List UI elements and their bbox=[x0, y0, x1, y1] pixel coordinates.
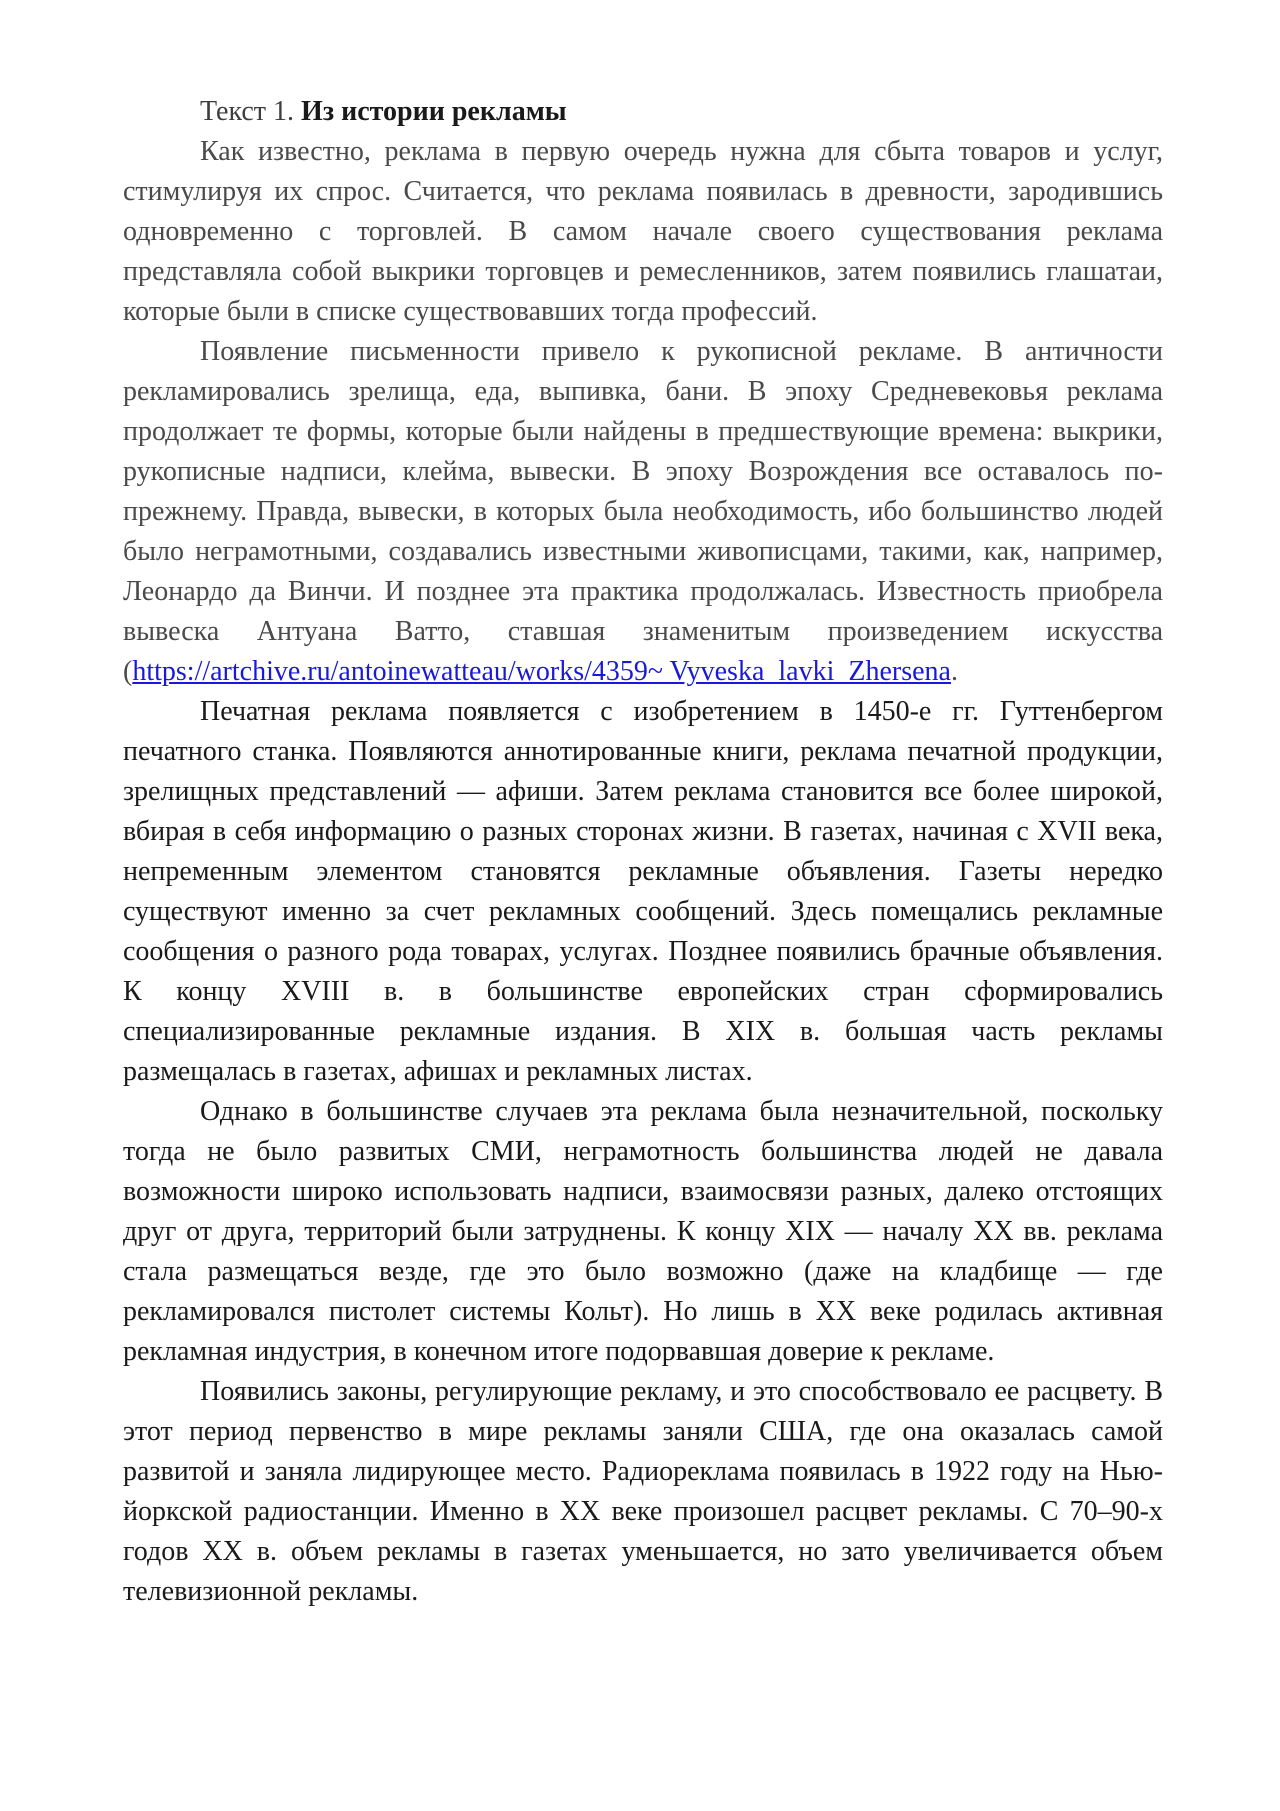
link-after: . bbox=[950, 656, 958, 687]
paragraph-4: Однако в большинстве случаев эта реклама была незначительной, поскольку тогда не было развитых СМИ, неграмотность большинства людей не давала возможности широко использовать надписи, взаимосвязи разных, далеко отстоящих друг от друга, территорий были затруднены. К концу XIX — началу XX вв. реклама стала размещаться везде, где это было возможно (даже на кладбище — где рекламировался пистолет системы Кольт). Но лишь в XX веке родилась активная рекламная индустрия, в конечном итоге подорвавшая доверие к рекламе. bbox=[123, 1096, 1163, 1367]
paragraph-5: Появились законы, регулирующие рекламу, и это способствовало ее расцвету. В этот период первенство в мире рекламы заняли США, где она оказалась самой развитой и заняла лидирующее место. Радиореклама появилась в 1922 году на Нью-йоркской радиостанции. Именно в XX веке произошел расцвет рекламы. С 70–90-х годов XX в. объем рекламы в газетах уменьшается, но зато увеличивается объем телевизионной рекламы. bbox=[123, 1376, 1163, 1607]
heading-title: Из истории рекламы bbox=[301, 96, 567, 127]
document-heading bbox=[123, 92, 1163, 132]
paragraph-2-text: Появление письменности привело к рукописной рекламе. В античности рекламировались зрелища, еда, выпивка, бани. В эпоху Средневековья реклама продолжает те формы, которые были найдены в предшествующие времена: выкрики, рукописные надписи, клейма, вывески. В эпоху Возрождения все оставалось по-прежнему. Правда, вывески, в которых была необходимость, ибо большинство людей было неграмотными, создавались известными живописцами, такими, как, например, Леонардо да Винчи. И позднее эта практика продолжалась. Известность приобрела вывеска Антуана Ватто, ставшая знаменитым произведением искусства bbox=[123, 336, 1163, 647]
paragraph-3: Печатная реклама появляется с изобретением в 1450-е гг. Гуттенбергом печатного станка. Появляются аннотированные книги, реклама печатной продукции, зрелищных представлений — афиши. Затем реклама становится все более широкой, вбирая в себя информацию о разных сторонах жизни. В газетах, начиная с XVII века, непременным элементом становятся рекламные объявления. Газеты нередко существуют именно за счет рекламных сообщений. Здесь помещались рекламные сообщения о разного рода товарах, услугах. Позднее появились брачные объявления. К концу XVIII в. в большинстве европейских стран сформировались специализированные рекламные издания. В XIX в. большая часть рекламы размещалась в газетах, афишах и рекламных листах. bbox=[123, 696, 1163, 1087]
paragraph-1: Как известно, реклама в первую очередь нужна для сбыта товаров и услуг, стимулируя их спрос. Считается, что реклама появилась в древности, зародившись одновременно с торговлей. В самом начале своего существования реклама представляла собой выкрики торговцев и ремесленников, затем появились глашатаи, которые были в списке существовавших тогда профессий. bbox=[123, 136, 1163, 327]
document-page bbox=[123, 92, 1163, 1612]
source-link[interactable]: https://artchive.ru/antoinewatteau/works/4359~ Vyveska_lavki_Zhersena bbox=[132, 656, 951, 687]
link-open-paren: ( bbox=[123, 656, 133, 687]
paragraph-2 bbox=[123, 332, 1163, 692]
heading-prefix: Текст 1. bbox=[200, 96, 295, 127]
